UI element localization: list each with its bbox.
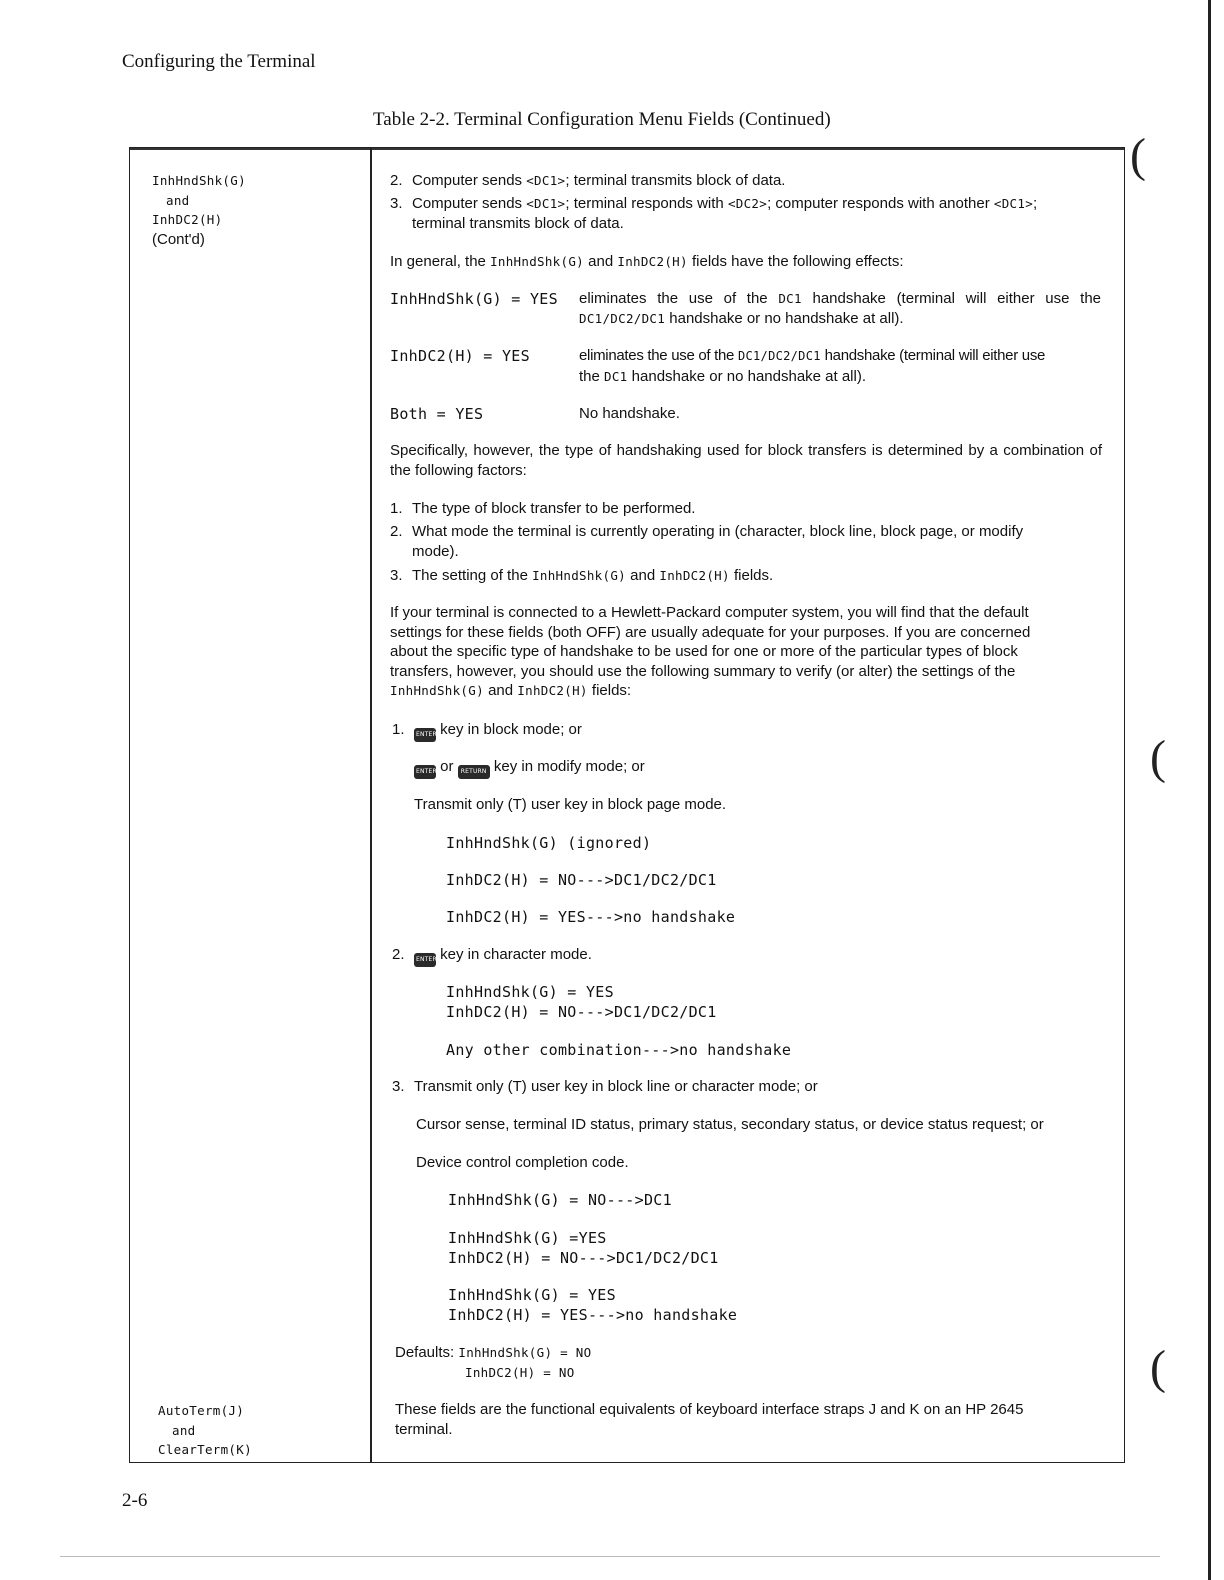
setting-line: InhHndShk(G) = NO--->DC1 xyxy=(448,1191,672,1209)
step-3: 3. Computer sends <DC1>; terminal responds with <DC2>; computer responds with another <DC1>; terminal transmits block of data. xyxy=(390,195,1038,232)
summary-step-3: 3. Transmit only (T) user key in block line or character mode; or xyxy=(392,1078,818,1095)
effect-description: eliminates the use of the DC1/DC2/DC1 handshake (terminal will either use the DC1 handshake or no handshake at all). xyxy=(579,347,1046,385)
enter-key-icon: ENTER xyxy=(414,765,436,779)
setting-line: InhHndShk(G) (ignored) xyxy=(446,834,652,852)
setting-line: InhDC2(H) = NO--->DC1/DC2/DC1 xyxy=(446,871,717,889)
factor-2: 2. What mode the terminal is currently operating in (character, block line, block page, or modify mode). xyxy=(390,523,1024,560)
summary-step-3-device: Device control completion code. xyxy=(416,1154,629,1171)
binder-hole-mark: ( xyxy=(1130,129,1146,182)
running-header: Configuring the Terminal xyxy=(122,51,316,72)
page-edge-rule xyxy=(1208,0,1211,1580)
autoterm-description: These fields are the functional equivalents of keyboard interface straps J and K on an HP 2645 terminal. xyxy=(395,1401,1024,1438)
step-2: 2. Computer sends <DC1>; terminal transmits block of data. xyxy=(390,172,786,189)
enter-key-icon: ENTER xyxy=(414,728,436,742)
setting-line: InhHndShk(G) = YES xyxy=(446,983,614,1001)
column-divider xyxy=(370,147,372,1463)
summary-step-2: 2. ENTER key in character mode. xyxy=(392,945,592,967)
binder-hole-mark: ( xyxy=(1150,1341,1166,1394)
summary-step-1-alt: ENTER or RETURN key in modify mode; or xyxy=(414,757,645,779)
setting-line: InhDC2(H) = NO--->DC1/DC2/DC1 xyxy=(446,1003,717,1021)
general-paragraph: In general, the InhHndShk(G) and InhDC2(H) fields have the following effects: xyxy=(390,253,904,270)
return-key-icon: RETURN xyxy=(458,765,490,779)
effect-key: Both = YES xyxy=(390,405,484,423)
setting-line: InhHndShk(G) =YES xyxy=(448,1229,607,1247)
defaults: Defaults: InhHndShk(G) = NO InhDC2(H) = NO xyxy=(395,1344,592,1380)
binder-hole-mark: ( xyxy=(1150,731,1166,784)
setting-line: InhHndShk(G) = YES xyxy=(448,1286,616,1304)
enter-key-icon: ENTER xyxy=(414,953,436,967)
effect-key: InhHndShk(G) = YES xyxy=(390,290,558,308)
table-caption: Table 2-2. Terminal Configuration Menu Fields (Continued) xyxy=(373,109,831,130)
setting-line: InhDC2(H) = YES--->no handshake xyxy=(448,1306,738,1324)
summary-step-1: 1. ENTER key in block mode; or xyxy=(392,720,582,742)
setting-line: InhDC2(H) = YES--->no handshake xyxy=(446,908,736,926)
bottom-scan-rule xyxy=(60,1556,1160,1557)
specifically-paragraph: Specifically, however, the type of handshaking used for block transfers is determined by a combination of the following factors: xyxy=(390,442,1102,479)
field-label-autoterm: AutoTerm(J) and ClearTerm(K) xyxy=(158,1403,252,1457)
factor-3: 3. The setting of the InhHndShk(G) and InhDC2(H) fields. xyxy=(390,567,774,584)
effect-description: eliminates the use of the DC1 handshake (terminal will either use the DC1/DC2/DC1 handshake or no handshake at all). xyxy=(579,290,1102,327)
effect-key: InhDC2(H) = YES xyxy=(390,347,530,365)
field-label-inhhndshk: InhHndShk(G) and InhDC2(H) (Cont'd) xyxy=(152,173,246,248)
summary-step-3-cursor: Cursor sense, terminal ID status, primary status, secondary status, or device status request; or xyxy=(416,1116,1044,1133)
summary-step-1-transmit: Transmit only (T) user key in block page mode. xyxy=(414,796,727,813)
setting-line: Any other combination--->no handshake xyxy=(446,1041,792,1059)
page-number: 2-6 xyxy=(122,1490,148,1511)
factor-1: 1. The type of block transfer to be performed. xyxy=(390,500,696,517)
hp-system-paragraph: If your terminal is connected to a Hewlett-Packard computer system, you will find that the default settings for these fields (both OFF) are usually adequate for your purposes. If you are concerned about the specific type of handshake to be used for one or more of the particular types of block transfers, however, you should use the following summary to verify (or alter) the settings of the InhHndShk(G) and InhDC2(H) fields: xyxy=(390,604,1031,699)
effect-description: No handshake. xyxy=(579,405,680,422)
setting-line: InhDC2(H) = NO--->DC1/DC2/DC1 xyxy=(448,1249,719,1267)
